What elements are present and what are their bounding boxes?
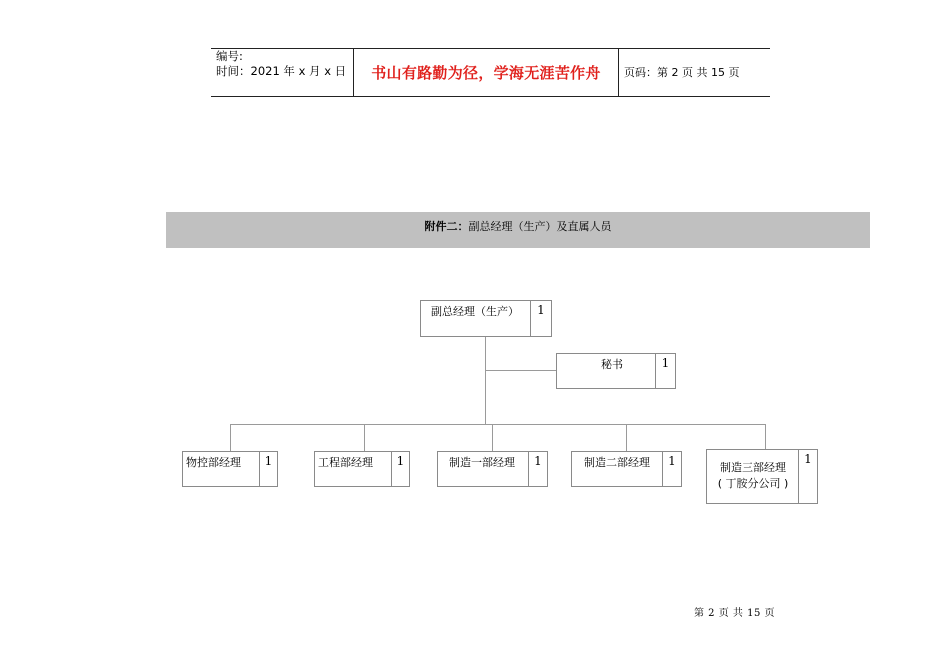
org-box-department <box>314 451 410 487</box>
org-box-label: 制造二部经理 <box>584 456 650 469</box>
org-box-label-multiline <box>707 460 799 492</box>
section-label: 附件二： <box>424 220 469 233</box>
connector-dept-1 <box>230 424 231 452</box>
org-box-count: 1 <box>662 452 681 486</box>
connector-dept-2 <box>364 424 365 452</box>
org-box-count: 1 <box>391 452 409 486</box>
org-box-department <box>571 451 682 487</box>
org-box-department <box>706 449 818 504</box>
org-box-count: 1 <box>530 301 551 336</box>
page-footer: 第 2 页 共 15 页 <box>694 608 775 619</box>
section-title-text: 副总经理（生产）及直属人员 <box>468 220 612 233</box>
org-box-assistant <box>556 353 676 389</box>
org-box-root <box>420 300 552 337</box>
org-box-count: 1 <box>528 452 547 486</box>
serial-label: 编号: <box>216 49 243 63</box>
connector-departments-bus <box>230 424 765 425</box>
header-bottom-rule <box>211 96 770 97</box>
connector-dept-4 <box>626 424 627 452</box>
header-motto: 书山有路勤为径，学海无涯苦作舟 <box>371 63 601 82</box>
connector-assistant <box>485 370 557 371</box>
org-box-label: 工程部经理 <box>318 456 373 469</box>
org-box-count: 1 <box>655 354 675 388</box>
org-box-label-line: 制造三部经理 <box>720 461 786 474</box>
header-meta <box>216 49 346 79</box>
org-box-count: 1 <box>798 450 817 503</box>
time-line: 时间：2021 年 x 月 x 日 <box>216 64 347 78</box>
org-box-department <box>437 451 548 487</box>
org-box-label: 物控部经理 <box>186 456 241 469</box>
header-page-info: 页码：第 2 页 共 15 页 <box>624 66 740 79</box>
org-box-department <box>182 451 278 487</box>
section-band <box>166 212 870 248</box>
org-box-label: 制造一部经理 <box>449 456 515 469</box>
header-divider-2 <box>618 48 619 96</box>
section-title <box>166 218 870 234</box>
org-box-label-line: ( 丁胺分公司 ) <box>717 477 789 490</box>
connector-dept-3 <box>492 424 493 452</box>
org-box-label: 副总经理（生产） <box>431 305 519 318</box>
connector-root-down <box>485 336 486 424</box>
connector-dept-5 <box>765 424 766 450</box>
org-box-count: 1 <box>259 452 277 486</box>
org-box-label: 秘书 <box>601 358 623 371</box>
